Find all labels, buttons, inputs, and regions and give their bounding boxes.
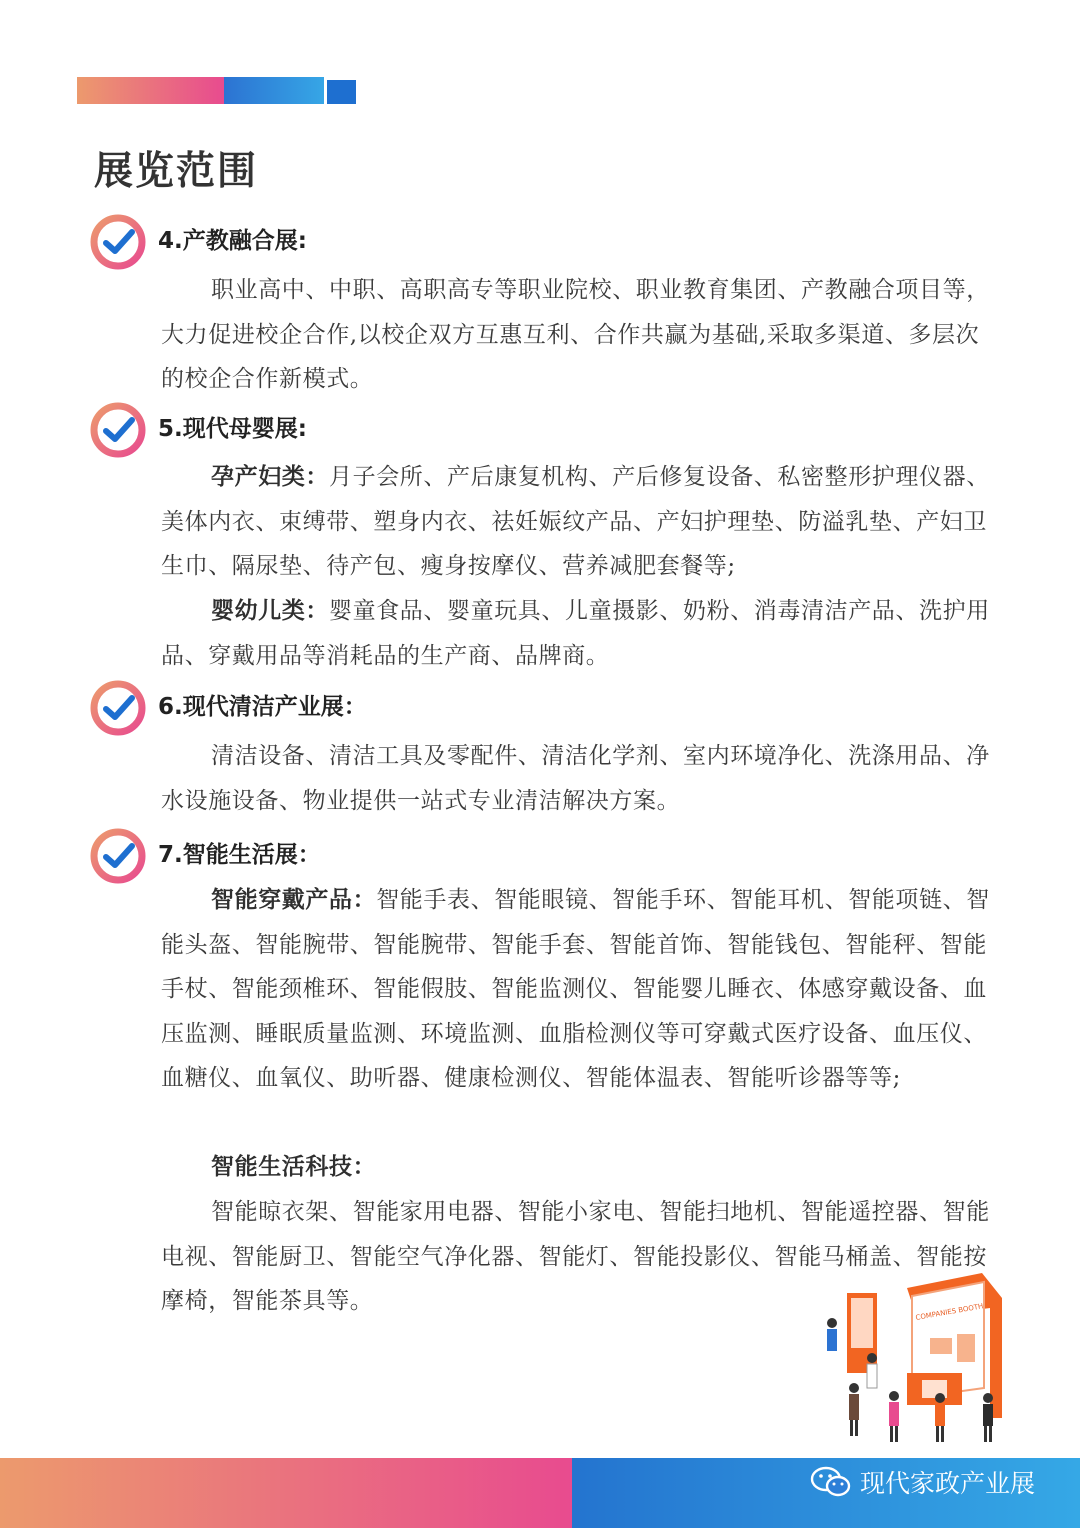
section-title: 4.产教融合展:	[158, 228, 307, 254]
watermark-text: 现代家政产业展	[860, 1469, 1036, 1498]
section-title: 7.智能生活展：	[158, 842, 321, 868]
wechat-watermark	[810, 1462, 1035, 1502]
section-4-body: 职业高中、中职、高职高专等职业院校、职业教育集团、产教融合项目等，大力促进校企合作,以校企双方互惠互利、合作共赢为基础,采取多渠道、多层次的校企合作新模式。	[161, 277, 990, 393]
exhibition-booth-illustration	[812, 1268, 1012, 1458]
page-title: 展览范围	[94, 149, 259, 194]
checkmark-circle-icon	[90, 828, 146, 884]
category-label: 智能生活科技：	[211, 1153, 377, 1180]
wechat-icon	[810, 1465, 852, 1499]
booth-sign-text: COMPANIES BOOTH	[914, 1302, 984, 1322]
section-title: 5.现代母婴展:	[158, 416, 307, 442]
category-label: 智能穿戴产品：	[211, 886, 377, 913]
section-title: 6.现代清洁产业展：	[158, 694, 367, 720]
category-text: 婴童食品、婴童玩具、儿童摄影、奶粉、消毒清洁产品、洗护用品、穿戴用品等消耗品的生产商、品牌商。	[161, 598, 990, 669]
section-6-body: 清洁设备、清洁工具及零配件、清洁化学剂、室内环境净化、洗涤用品、净水设施设备、物业提供一站式专业清洁解决方案。	[161, 743, 990, 814]
category-text: 月子会所、产后康复机构、产后修复设备、私密整形护理仪器、美体内衣、束缚带、塑身内衣、祛妊娠纹产品、产妇护理垫、防溢乳垫、产妇卫生巾、隔尿垫、待产包、瘦身按摩仪、营养减肥套餐等;	[161, 464, 990, 580]
top-bar-gradient-warm	[77, 77, 224, 104]
top-bar-gradient-blue	[224, 77, 324, 104]
category-label: 孕产妇类：	[211, 463, 329, 490]
category-text: 智能手表、智能眼镜、智能手环、智能耳机、智能项链、智能头盔、智能腕带、智能腕带、智能手套、智能首饰、智能钱包、智能秤、智能手杖、智能颈椎环、智能假肢、智能监测仪、智能婴儿睡衣、体感穿戴设备、血压监测、睡眠质量监测、环境监测、血脂检测仪等可穿戴式医疗设备、血压仪、血糖仪、血氧仪、助听器、健康检测仪、智能体温表、智能听诊器等等;	[161, 887, 990, 1092]
checkmark-circle-icon	[90, 214, 146, 270]
top-bar-block-blue	[327, 80, 356, 104]
checkmark-circle-icon	[90, 680, 146, 736]
section-5-paragraph-2	[161, 589, 1001, 678]
category-label: 婴幼儿类：	[211, 597, 329, 624]
section-5-paragraph-1	[161, 455, 1001, 589]
section-7-paragraph-2	[161, 1145, 1001, 1190]
section-7-paragraph-1	[161, 878, 1001, 1101]
bottom-bar-gradient-warm	[0, 1458, 572, 1528]
section-7-paragraph-3: 智能晾衣架、智能家用电器、智能小家电、智能扫地机、智能遥控器、智能电视、智能厨卫、智能空气净化器、智能灯、智能投影仪、智能马桶盖、智能按摩椅，智能茶具等。	[161, 1199, 990, 1315]
checkmark-circle-icon	[90, 402, 146, 458]
